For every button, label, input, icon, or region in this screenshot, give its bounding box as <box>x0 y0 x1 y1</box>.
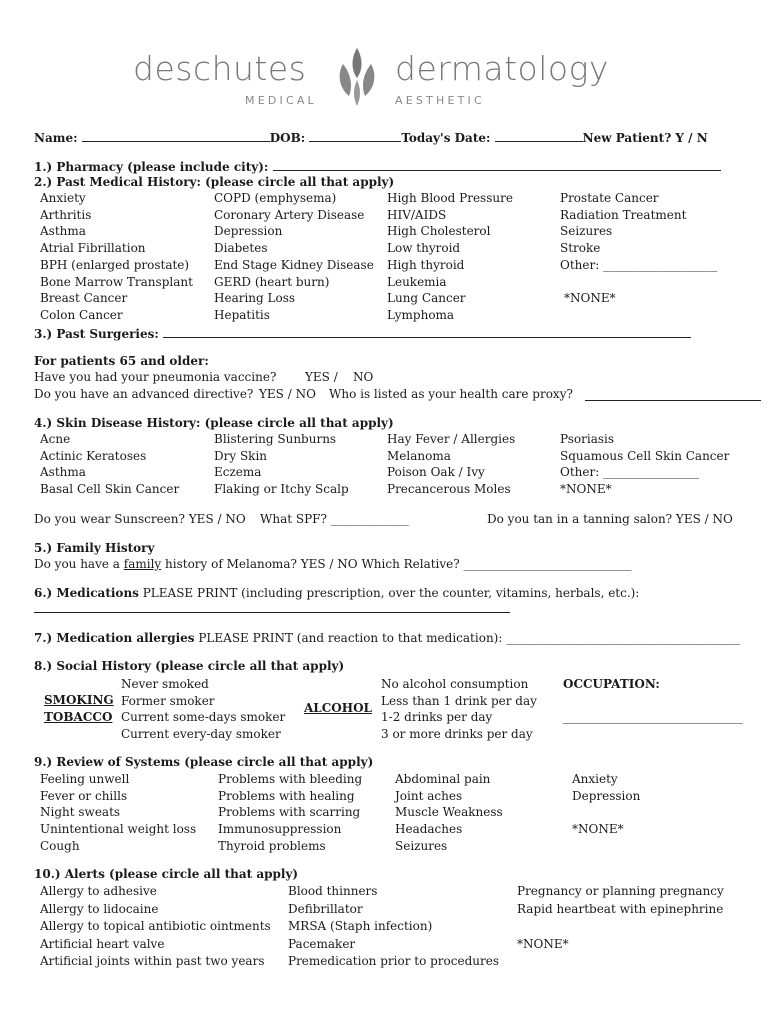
past-surgeries-row <box>34 326 691 340</box>
dob-label: DOB: <box>269 131 306 145</box>
condition-option[interactable]: Stroke <box>560 241 601 256</box>
condition-option[interactable]: Colon Cancer <box>40 307 123 322</box>
alert-option[interactable]: Allergy to lidocaine <box>40 901 159 916</box>
directive-options[interactable]: YES / NO <box>259 387 316 401</box>
proxy-question: Who is listed as your health care proxy? <box>329 387 573 401</box>
alert-option[interactable]: Artificial joints within past two years <box>40 954 265 968</box>
medication-allergies-instructions: PLEASE PRINT (and reaction to that medication): _______________________________________ <box>194 631 741 645</box>
condition-option[interactable]: Lung Cancer <box>387 291 466 306</box>
family-q-prefix: Do you have a <box>34 557 124 571</box>
symptom-option[interactable]: Depression <box>572 788 641 803</box>
condition-option[interactable]: Radiation Treatment <box>560 207 687 222</box>
new-patient-label[interactable]: New Patient? Y / N <box>582 131 708 145</box>
none-option[interactable]: *NONE* <box>517 936 569 951</box>
social-history-heading: 8.) Social History (please circle all that apply) <box>34 659 345 673</box>
symptom-option[interactable]: Cough <box>40 838 80 853</box>
condition-option[interactable]: BPH (enlarged prostate) <box>40 257 190 272</box>
alcohol-label: ALCOHOL <box>304 701 372 715</box>
symptom-option[interactable]: Abdominal pain <box>395 772 491 786</box>
smoking-option[interactable]: Former smoker <box>121 693 215 708</box>
condition-option[interactable]: High Blood Pressure <box>387 191 513 205</box>
skin-option[interactable]: Psoriasis <box>560 432 615 446</box>
alert-option[interactable]: Pacemaker <box>288 936 356 951</box>
dob-field[interactable] <box>309 130 401 142</box>
pneumonia-question: Have you had your pneumonia vaccine? <box>34 370 277 384</box>
none-option[interactable]: *NONE* <box>560 482 612 497</box>
ros-col-1 <box>40 771 196 855</box>
skin-disease-col-3 <box>387 431 515 498</box>
condition-option[interactable]: Asthma <box>40 224 86 239</box>
symptom-option[interactable]: Feeling unwell <box>40 772 130 786</box>
alert-option[interactable]: Rapid heartbeat with epinephrine <box>517 901 724 916</box>
past-surgeries-field[interactable] <box>163 326 691 338</box>
symptom-option[interactable]: Headaches <box>395 822 463 837</box>
skin-disease-col-2 <box>214 431 349 498</box>
condition-option[interactable]: Arthritis <box>40 207 92 222</box>
family-q-underlined: family <box>123 557 162 571</box>
ros-col-4 <box>572 771 640 838</box>
pneumonia-options[interactable]: YES / NO <box>305 370 374 384</box>
none-option[interactable]: *NONE* <box>564 291 616 306</box>
skin-option[interactable]: Squamous Cell Skin Cancer <box>560 448 730 463</box>
alert-option[interactable]: Pregnancy or planning pregnancy <box>517 884 724 898</box>
alcohol-option[interactable]: 3 or more drinks per day <box>381 727 533 742</box>
medications-heading <box>34 587 639 599</box>
symptom-option[interactable]: Joint aches <box>395 788 463 803</box>
skin-option[interactable]: Flaking or Itchy Scalp <box>214 482 349 497</box>
skin-option[interactable]: Blistering Sunburns <box>214 432 337 446</box>
todays-date-label: Today's Date: <box>401 131 491 145</box>
logo-sub-aesthetic: AESTHETIC <box>395 94 485 107</box>
skin-option[interactable]: Dry Skin <box>214 448 268 463</box>
seniors-heading: For patients 65 and older: <box>34 354 209 368</box>
condition-option[interactable]: Atrial Fibrillation <box>40 241 146 256</box>
patient-header <box>34 130 708 144</box>
symptom-option[interactable]: Seizures <box>395 838 448 853</box>
alcohol-option[interactable]: Less than 1 drink per day <box>381 693 537 708</box>
spacer <box>560 274 717 291</box>
family-history-heading: 5.) Family History <box>34 541 155 555</box>
medical-history-col-4 <box>560 190 717 307</box>
condition-option[interactable]: HIV/AIDS <box>387 207 447 222</box>
condition-option[interactable]: Breast Cancer <box>40 291 128 306</box>
condition-option[interactable]: Seizures <box>560 224 613 239</box>
alerts-col-3 <box>517 883 724 953</box>
medical-history-col-3 <box>387 190 513 324</box>
family-q-suffix: history of Melanoma? YES / NO Which Relative? ____________________________ <box>161 557 632 571</box>
smoking-option[interactable]: Current every-day smoker <box>121 727 281 742</box>
alert-option[interactable]: MRSA (Staph infection) <box>288 919 433 933</box>
condition-option[interactable]: Leukemia <box>387 274 447 289</box>
symptom-option[interactable]: Anxiety <box>572 772 618 786</box>
skin-option[interactable]: Asthma <box>40 465 86 480</box>
symptom-option[interactable]: Problems with scarring <box>218 805 361 820</box>
alert-option[interactable]: Blood thinners <box>288 884 378 898</box>
condition-option[interactable]: Coronary Artery Disease <box>214 207 365 222</box>
medications-instructions: PLEASE PRINT (including prescription, over the counter, vitamins, herbals, etc.): <box>138 586 640 600</box>
condition-option[interactable]: Low thyroid <box>387 241 461 256</box>
skin-option[interactable]: Acne <box>40 432 71 446</box>
medication-allergies-row[interactable] <box>34 632 740 644</box>
alcohol-options <box>381 676 537 743</box>
logo-sub-medical: MEDICAL <box>245 94 317 107</box>
directive-question: Do you have an advanced directive? <box>34 387 254 401</box>
symptom-option[interactable]: Thyroid problems <box>218 838 326 853</box>
symptom-option[interactable]: Problems with bleeding <box>218 772 363 786</box>
skin-option[interactable]: Basal Cell Skin Cancer <box>40 482 180 497</box>
symptom-option[interactable]: Muscle Weakness <box>395 805 503 820</box>
tanning-question[interactable]: Do you tan in a tanning salon? YES / NO <box>487 512 733 526</box>
name-field[interactable] <box>82 130 270 142</box>
past-surgeries-label: 3.) Past Surgeries: <box>34 327 159 341</box>
skin-disease-col-1 <box>40 431 179 498</box>
condition-option[interactable]: High Cholesterol <box>387 224 491 239</box>
spacer <box>572 804 640 821</box>
spf-question[interactable]: What SPF? _____________ <box>260 512 409 526</box>
occupation-field[interactable]: ______________________________ <box>563 710 743 724</box>
alert-option[interactable]: Artificial heart valve <box>40 936 165 951</box>
alert-option[interactable]: Defibrillator <box>288 901 363 916</box>
condition-option[interactable]: GERD (heart burn) <box>214 274 330 289</box>
alerts-heading: 10.) Alerts (please circle all that apply) <box>34 867 299 881</box>
condition-option[interactable]: High thyroid <box>387 257 465 272</box>
tobacco-label: TOBACCO <box>44 710 113 724</box>
name-label: Name: <box>34 131 78 145</box>
condition-option[interactable]: Depression <box>214 224 283 239</box>
medical-history-col-2 <box>214 190 374 324</box>
proxy-field[interactable] <box>585 389 761 401</box>
medications-label: 6.) Medications <box>34 586 139 600</box>
alert-option[interactable]: Allergy to adhesive <box>40 884 157 898</box>
smoking-label: SMOKING <box>44 693 114 707</box>
symptom-option[interactable]: Problems with healing <box>218 788 355 803</box>
condition-option[interactable]: Bone Marrow Transplant <box>40 274 193 289</box>
past-medical-history-heading: 2.) Past Medical History: (please circle all that apply) <box>34 175 395 189</box>
skin-disease-col-4 <box>560 431 729 498</box>
alerts-col-2 <box>288 883 499 971</box>
condition-option[interactable]: Hepatitis <box>214 307 270 322</box>
condition-option[interactable]: Lymphoma <box>387 307 455 322</box>
alert-option[interactable]: Allergy to topical antibiotic ointments <box>40 919 271 933</box>
smoking-option[interactable]: Current some-days smoker <box>121 710 286 725</box>
sunscreen-question[interactable]: Do you wear Sunscreen? YES / NO <box>34 512 246 526</box>
pharmacy-field[interactable] <box>273 159 721 171</box>
alcohol-option[interactable]: 1-2 drinks per day <box>381 710 493 725</box>
symptom-option[interactable]: Unintentional weight loss <box>40 822 197 837</box>
pharmacy-label: 1.) Pharmacy (please include city): <box>34 160 269 174</box>
medications-field[interactable] <box>34 604 510 613</box>
medication-allergies-label: 7.) Medication allergies <box>34 631 195 645</box>
skin-option[interactable]: Precancerous Moles <box>387 482 511 497</box>
ros-col-2 <box>218 771 362 855</box>
pharmacy-row <box>34 159 721 173</box>
skin-option[interactable]: Hay Fever / Allergies <box>387 432 516 446</box>
family-history-question[interactable] <box>34 558 632 570</box>
smoking-options <box>121 676 285 743</box>
todays-date-field[interactable] <box>495 130 583 142</box>
review-of-systems-heading: 9.) Review of Systems (please circle all that apply) <box>34 755 374 769</box>
spacer <box>517 918 724 936</box>
ros-col-3 <box>395 771 503 855</box>
alert-option[interactable]: Premedication prior to procedures <box>288 954 499 968</box>
logo-word-dermatology: dermatology <box>395 49 609 88</box>
skin-option[interactable]: Poison Oak / Ivy <box>387 465 485 480</box>
symptom-option[interactable]: Night sweats <box>40 805 121 820</box>
none-option[interactable]: *NONE* <box>572 822 624 837</box>
condition-option[interactable]: Prostate Cancer <box>560 191 659 205</box>
symptom-option[interactable]: Immunosuppression <box>218 822 342 837</box>
skin-option[interactable]: Eczema <box>214 465 262 480</box>
logo-word-deschutes: deschutes <box>133 49 307 88</box>
condition-option[interactable]: Anxiety <box>40 191 86 205</box>
condition-option[interactable]: End Stage Kidney Disease <box>214 257 374 272</box>
condition-option[interactable]: Diabetes <box>214 241 268 256</box>
condition-option[interactable]: Hearing Loss <box>214 291 296 306</box>
symptom-option[interactable]: Fever or chills <box>40 788 128 803</box>
skin-option[interactable]: Actinic Keratoses <box>40 448 147 463</box>
occupation-label: OCCUPATION: <box>563 677 660 691</box>
other-skin-field[interactable]: Other: ________________ <box>560 465 700 480</box>
medical-history-col-1 <box>40 190 193 324</box>
smoking-option[interactable]: Never smoked <box>121 677 209 691</box>
alcohol-option[interactable]: No alcohol consumption <box>381 677 529 691</box>
other-condition-field[interactable]: Other: ___________________ <box>560 257 718 272</box>
condition-option[interactable]: COPD (emphysema) <box>214 191 337 205</box>
skin-disease-heading: 4.) Skin Disease History: (please circle all that apply) <box>34 416 394 430</box>
skin-option[interactable]: Melanoma <box>387 448 451 463</box>
alerts-col-1 <box>40 883 271 971</box>
leaf-logo-icon <box>329 44 385 110</box>
